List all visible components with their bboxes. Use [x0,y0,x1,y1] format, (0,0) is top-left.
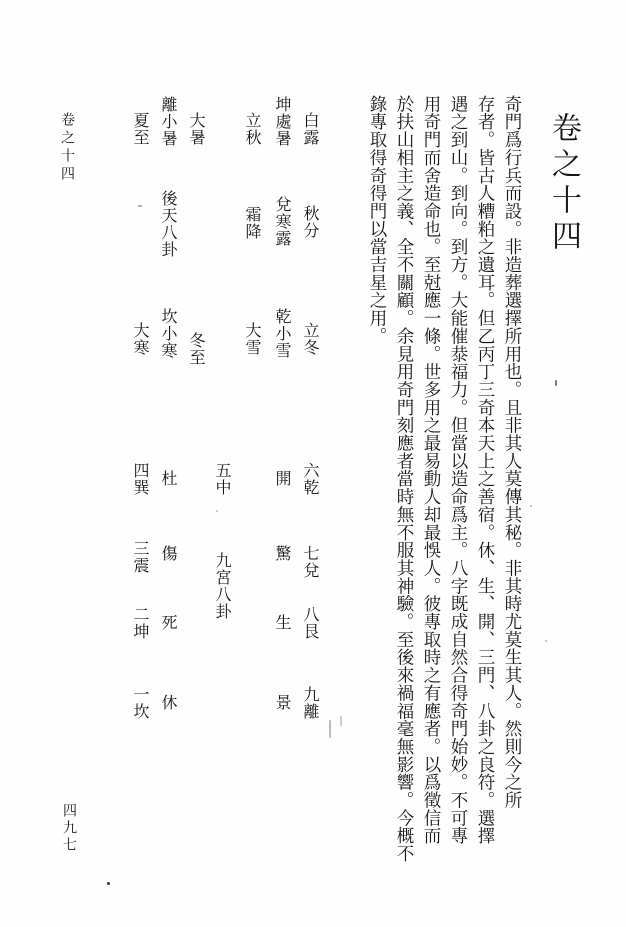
gua-cell: 杜 [159,470,178,487]
scan-speck [329,720,331,738]
season-cell: 大雪 [243,322,262,356]
scan-speck [340,716,342,726]
season-cell: 白露 [301,112,320,146]
gua-cell: 九離 [301,686,320,720]
scan-speck [555,380,557,386]
gua-cell: 休 [159,694,178,711]
body-text-column-6: 錄專取得奇得門以當吉星之用。 [367,95,387,345]
season-cell: 坎小寒 [159,308,178,359]
season-cell: 後天八卦 [159,190,178,258]
season-cell: 乾小雪 [273,308,292,359]
scan-speck [530,505,532,507]
margin-running-title: 卷之十四 [59,112,75,184]
season-cell: 秋分 [301,205,320,239]
gua-cell: 三震 [131,540,150,574]
scan-speck [107,882,110,885]
gua-cell: 開 [273,470,292,487]
season-cell: 冬至 [187,332,206,366]
gua-cell: 九宮八卦 [213,552,232,620]
gua-cell: 二坤 [131,606,150,640]
gua-cell: 六乾 [301,462,320,496]
gua-cell: 八艮 [301,606,320,640]
scan-speck [545,640,547,642]
season-cell: 立秋 [243,112,262,146]
body-text-column-3: 遇之到山。到向。到方。大能催㳟福力。但當以造命爲主。八字既成自然合得奇門始妙。不可專 [448,95,468,845]
season-cell: 立冬 [301,322,320,356]
body-text-column-4: 用奇門而舍造命也。至尅應一條。世多用之最易動人却最悞人。彼專取時之有應者。以爲徵信而 [421,95,441,845]
gua-cell: 五中 [213,462,232,496]
gua-cell: 生 [273,614,292,631]
season-cell: 大暑 [187,112,206,146]
body-text-column-2: 存者。皆古人糟粕之遺耳。但乙丙丁三奇本天上之善宿。休、生、開、三門、八卦之良符。選擇 [475,95,495,845]
gua-cell: 四巽 [131,462,150,496]
season-cell: 夏至 [131,112,150,146]
body-text-column-1: 奇門爲行兵而設。非造葬選擇所用也。且非其人莫傳其秘。非其時尤莫生其人。然則今之所 [502,95,522,809]
gua-cell: 七兌 [301,545,320,579]
body-text-column-5: 於扶山相主之義、全不關顧。余見用奇門刻應者當時無不服其神驗。至後來禍福毫無影響。今概不 [394,95,414,863]
season-cell: 兌寒露 [273,196,292,247]
season-cell: 大寒 [131,322,150,356]
page-number: 四九七 [61,803,77,854]
season-cell: 離小暑 [159,96,178,147]
scan-speck [138,205,142,207]
gua-cell: 傷 [159,545,178,562]
gua-cell: 死 [159,614,178,631]
gua-cell: 一坎 [131,686,150,720]
gua-cell: 景 [273,694,292,711]
page-title: 卷之十四 [546,112,581,256]
season-cell: 霜降 [243,206,262,240]
scan-speck [216,510,218,512]
season-cell: 坤處暑 [273,96,292,147]
gua-cell: 驚 [273,545,292,562]
